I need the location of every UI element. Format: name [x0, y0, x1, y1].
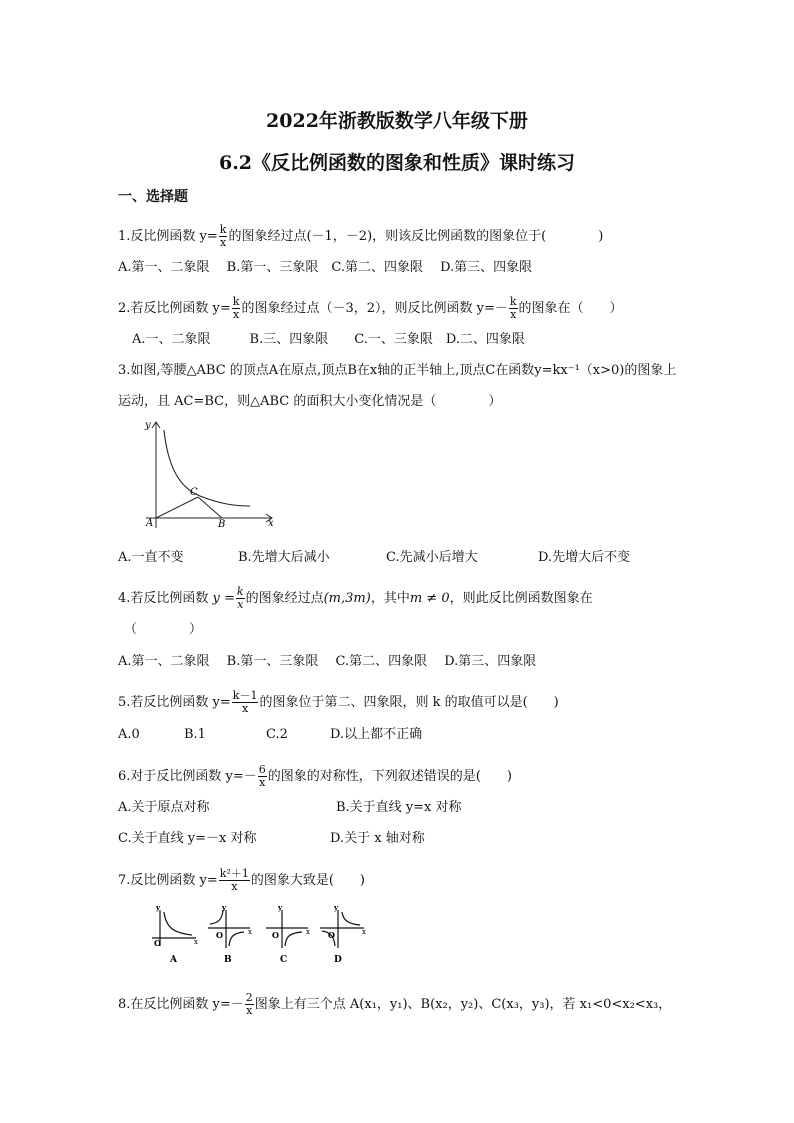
q7-graph-a: [152, 904, 198, 965]
q7-c-origin: O: [272, 930, 279, 940]
q8-fraction: [245, 992, 254, 1017]
page-subtitle: 6.2《反比例函数的图象和性质》课时练习: [218, 152, 576, 174]
q3-label-a: A: [146, 518, 154, 529]
q2-text-mid: 的图象经过点（－3，2），则反比例函数 y=－: [241, 301, 508, 316]
question-3-line2: 运动，且 AC=BC，则△ABC 的面积大小变化情况是（ ）: [118, 394, 502, 409]
q5-option-c: C.2: [266, 727, 288, 742]
q5-text-post: 的图象位于第二、四象限，则 k 的取值可以是( ): [259, 695, 559, 710]
q1-frac-num: k: [219, 223, 227, 236]
q7-b-y: y: [222, 904, 227, 912]
q7-text-pre: 7.反比例函数 y=: [118, 873, 218, 888]
q1-text-post: 的图象经过点(－1，－2)，则该反比例函数的图象位于( ): [228, 229, 604, 244]
question-3-line1: 3.如图,等腰△ABC 的顶点A在原点,顶点B在x轴的正半轴上,顶点C在函数y=kx⁻¹（x>0)的图象上: [118, 363, 677, 378]
q7-label-d: D: [334, 955, 342, 965]
q7-graph-b: [208, 904, 252, 965]
q1-frac-den: x: [220, 236, 227, 249]
q7-frac-den: x: [231, 880, 238, 893]
q2-frac2-num: k: [509, 295, 517, 308]
q4-condition: m ≠ 0: [409, 591, 450, 606]
q6-frac-den: x: [259, 776, 266, 789]
q4-options: A.第一、二象限 B.第一、三象限 C.第二、四象限 D.第三、四象限: [118, 654, 537, 669]
q4-text-post: ，则此反比例函数图象在: [449, 591, 593, 606]
q7-fraction: [219, 868, 250, 893]
q3-option-b: B.先增大后减小: [238, 550, 330, 565]
q1-options: A.第一、二象限 B.第一、三象限 C.第二、四象限 D.第三、四象限: [118, 260, 533, 275]
q4-text-mid: 的图象经过点: [245, 591, 324, 606]
q7-a-origin: O: [154, 938, 161, 948]
q5-frac-den: x: [242, 702, 249, 715]
q3-label-b: B: [218, 519, 226, 530]
q4-text-mid2: ，其中: [370, 591, 410, 606]
q7-graph-d: [320, 904, 366, 965]
q1-text-pre: 1.反比例函数 y=: [118, 229, 218, 244]
q8-frac-num: 2: [245, 991, 253, 1004]
q3-option-d: D.先增大后不变: [538, 550, 631, 565]
q7-graphs: [146, 904, 386, 968]
q6-option-b: B.关于直线 y=x 对称: [336, 800, 462, 815]
q6-fraction: [258, 764, 267, 789]
q7-graph-c: [266, 904, 310, 965]
question-7: [118, 868, 365, 893]
q7-d-origin: O: [328, 930, 335, 940]
q6-option-c: C.关于直线 y=－x 对称: [118, 831, 257, 846]
q3-label-y: y: [145, 420, 151, 431]
q6-option-d: D.关于 x 轴对称: [330, 831, 425, 846]
q5-option-d: D.以上都不正确: [330, 727, 423, 742]
q5-fraction: [232, 690, 259, 715]
question-8: [118, 992, 671, 1017]
q8-text-pre: 8.在反比例函数 y=－: [118, 997, 244, 1012]
q4-frac-num: k: [236, 585, 244, 598]
q7-b-x: x: [248, 928, 252, 936]
q6-text-pre: 6.对于反比例函数 y=－: [118, 769, 257, 784]
q3-option-c: C.先减小后增大: [386, 550, 478, 565]
q8-frac-den: x: [246, 1004, 253, 1017]
q3-label-x: x: [268, 518, 274, 529]
q7-c-x: x: [306, 928, 310, 936]
q4-text-pre: 4.若反比例函数: [118, 591, 209, 606]
question-5: [118, 690, 559, 715]
q7-label-b: B: [224, 955, 232, 965]
q6-text-post: 的图象的对称性，下列叙述错误的是( ): [267, 769, 512, 784]
q7-a-y: y: [156, 904, 161, 912]
q5-frac-num: k－1: [232, 689, 258, 702]
section-heading: 一、选择题: [118, 189, 188, 205]
q4-y-eq: y =: [212, 591, 235, 606]
q4-point: (m,3m): [323, 591, 371, 606]
q7-d-x: x: [362, 928, 366, 936]
q2-fraction-1: [232, 296, 241, 321]
q6-option-a: A.关于原点对称: [118, 800, 210, 815]
q2-fraction-2: [509, 296, 518, 321]
q4-paren: （ ）: [124, 622, 203, 637]
q2-options: A.一、二象限 B.三、四象限 C.一、三象限 D.二、四象限: [132, 332, 525, 347]
q8-text-post: 图象上有三个点 A(x₁，y₁)、B(x₂，y₂)、C(x₃，y₃)，若 x₁<0<x₂<x₃，: [254, 997, 672, 1012]
question-2: [118, 296, 623, 321]
q2-frac2-den: x: [510, 308, 517, 321]
question-1: [118, 224, 603, 249]
q7-label-c: C: [280, 955, 288, 965]
q7-label-a: A: [170, 955, 177, 965]
q5-option-b: B.1: [184, 727, 206, 742]
q5-text-pre: 5.若反比例函数 y=: [118, 695, 231, 710]
q2-frac1-num: k: [232, 295, 240, 308]
q7-text-post: 的图象大致是( ): [250, 873, 366, 888]
q3-label-c: C: [190, 487, 198, 498]
question-6: [118, 764, 512, 789]
q7-a-x: x: [194, 938, 198, 946]
q7-b-origin: O: [216, 930, 223, 940]
q5-option-a: A.0: [118, 727, 140, 742]
q2-text-pre: 2.若反比例函数 y=: [118, 301, 231, 316]
q4-frac-den: x: [237, 598, 244, 611]
q3-option-a: A.一直不变: [118, 550, 184, 565]
q6-frac-num: 6: [258, 763, 266, 776]
q2-frac1-den: x: [233, 308, 240, 321]
question-4: [118, 586, 593, 611]
q4-fraction: [236, 586, 245, 611]
q3-graph: [140, 418, 300, 538]
q7-frac-num: k²＋1: [219, 867, 249, 880]
page-title: 2022年浙教版数学八年级下册: [266, 110, 528, 132]
q7-d-y: y: [334, 904, 339, 912]
q2-text-post: 的图象在（ ）: [518, 301, 623, 316]
q1-fraction: [219, 224, 228, 249]
q7-c-y: y: [278, 904, 283, 912]
